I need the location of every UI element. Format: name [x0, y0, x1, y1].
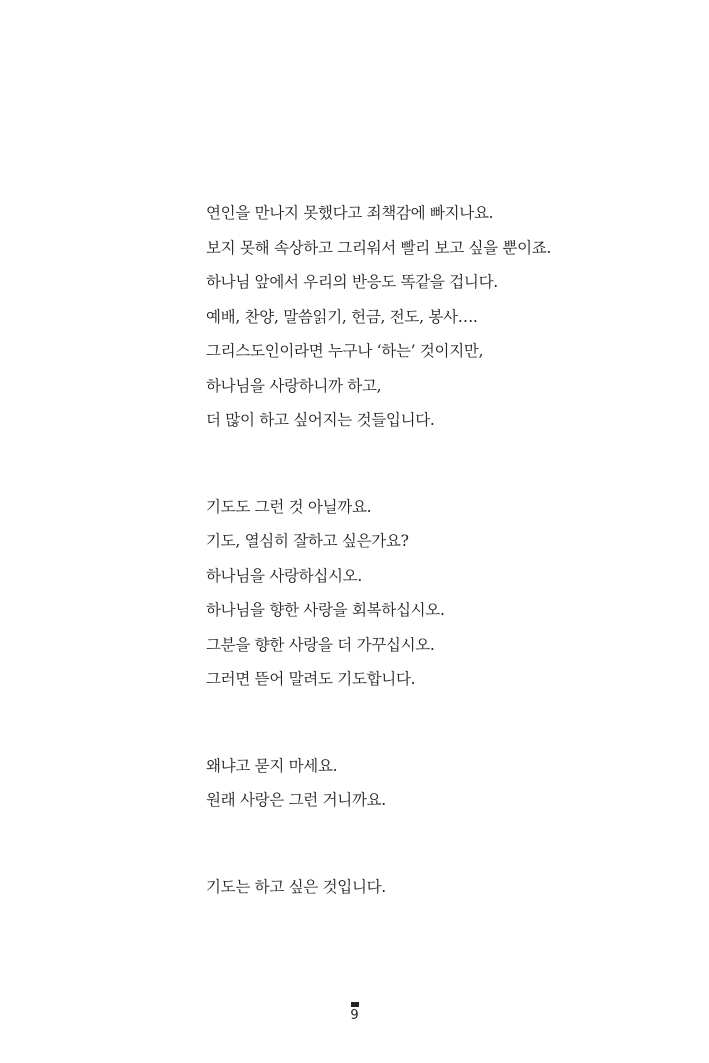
page-number-marker [351, 1002, 359, 1007]
text-line: 그러면 뜯어 말려도 기도합니다. [206, 670, 416, 688]
text-line: 왜냐고 묻지 마세요. [206, 756, 338, 775]
text-line: 그리스도인이라면 누구나 ‘하는’ 것이지만, [206, 342, 484, 360]
text-line: 보지 못해 속상하고 그리워서 빨리 보고 싶을 뿐이죠. [206, 238, 552, 257]
page-number: 9 [350, 1008, 359, 1023]
text-line: 하나님 앞에서 우리의 반응도 똑같을 겁니다. [206, 273, 498, 291]
text-line: 더 많이 하고 싶어지는 것들입니다. [206, 411, 435, 429]
body-text [206, 196, 666, 904]
text-line: 하나님을 향한 사랑을 회복하십시오. [206, 601, 445, 619]
paragraph-3 [206, 749, 666, 818]
text-line: 예배, 찬양, 말씀읽기, 헌금, 전도, 봉사…. [206, 307, 478, 326]
page-footer [0, 1002, 709, 1023]
text-line: 기도, 열심히 잘하고 싶은가요? [206, 532, 409, 550]
text-line: 하나님을 사랑하십시오. [206, 566, 362, 585]
paragraph-1 [206, 196, 666, 438]
text-line: 기도도 그런 것 아닐까요. [206, 497, 372, 516]
paragraph-gap [206, 818, 666, 870]
text-line: 연인을 만나지 못했다고 죄책감에 빠지나요. [206, 204, 494, 222]
text-line: 기도는 하고 싶은 것입니다. [206, 877, 386, 896]
paragraph-2 [206, 490, 666, 697]
paragraph-4 [206, 870, 666, 905]
text-line: 하나님을 사랑하니까 하고, [206, 376, 382, 395]
paragraph-gap [206, 697, 666, 749]
text-line: 그분을 향한 사랑을 더 가꾸십시오. [206, 635, 435, 654]
text-line: 원래 사랑은 그런 거니까요. [206, 791, 386, 809]
paragraph-gap [206, 438, 666, 490]
